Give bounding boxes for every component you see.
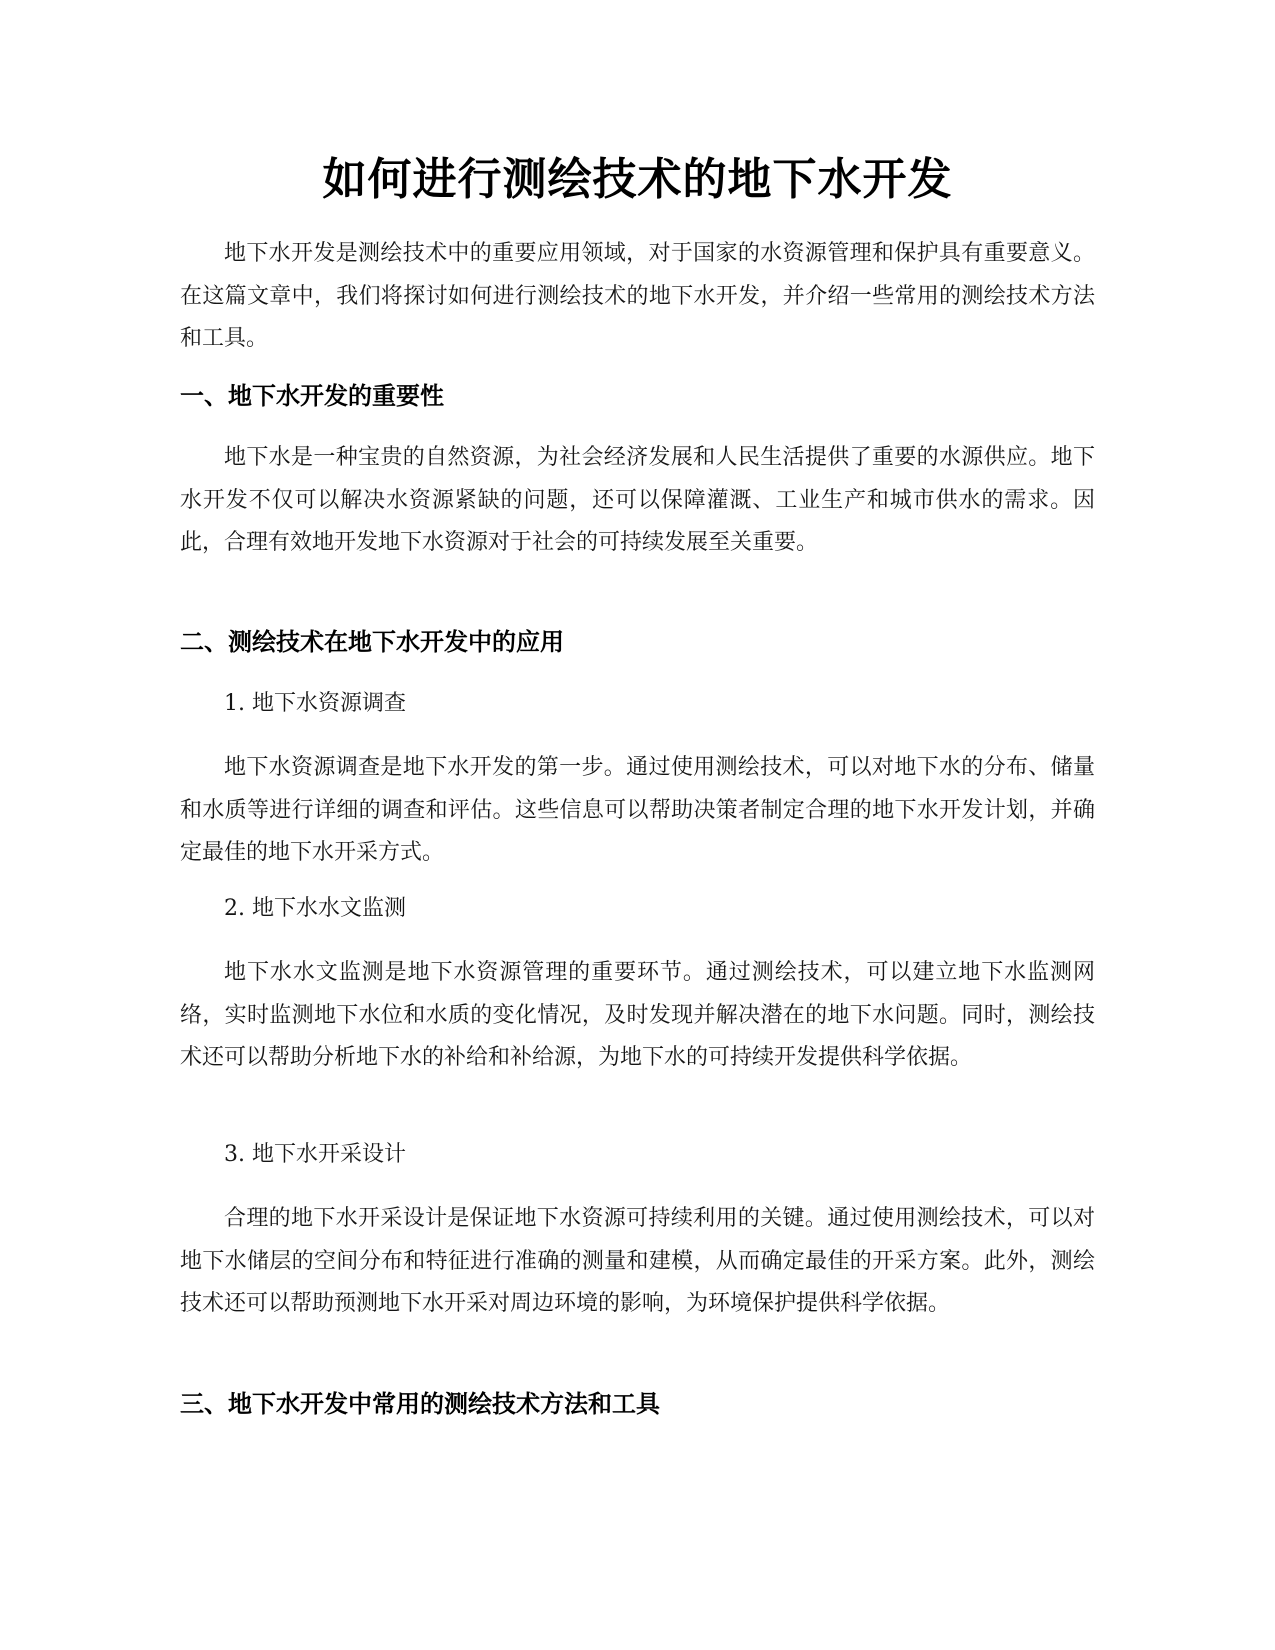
document-title: 如何进行测绘技术的地下水开发 bbox=[322, 154, 953, 205]
document-page bbox=[180, 0, 1095, 1650]
section-heading-applications: 二、测绘技术在地下水开发中的应用 bbox=[180, 628, 564, 656]
monitoring-paragraph: 地下水水文监测是地下水资源管理的重要环节。通过测绘技术，可以建立地下水监测网络，实时监测地下水位和水质的变化情况，及时发现并解决潜在的地下水问题。同时，测绘技术还可以帮助分析地下水的补给和补给源，为地下水的可持续开发提供科学依据。 bbox=[180, 960, 1095, 1070]
section-heading-methods: 三、地下水开发中常用的测绘技术方法和工具 bbox=[180, 1390, 660, 1418]
importance-paragraph: 地下水是一种宝贵的自然资源，为社会经济发展和人民生活提供了重要的水源供应。地下水开发不仅可以解决水资源紧缺的问题，还可以保障灌溉、工业生产和城市供水的需求。因此，合理有效地开发地下水资源对于社会的可持续发展至关重要。 bbox=[180, 445, 1095, 555]
subsection-title-monitoring: 2. 地下水水文监测 bbox=[224, 896, 406, 921]
subsection-title-extraction: 3. 地下水开采设计 bbox=[224, 1142, 406, 1167]
extraction-paragraph: 合理的地下水开采设计是保证地下水资源可持续利用的关键。通过使用测绘技术，可以对地下水储层的空间分布和特征进行准确的测量和建模，从而确定最佳的开采方案。此外，测绘技术还可以帮助预测地下水开采对周边环境的影响，为环境保护提供科学依据。 bbox=[180, 1206, 1095, 1316]
subsection-title-survey: 1. 地下水资源调查 bbox=[224, 691, 406, 716]
intro-paragraph: 地下水开发是测绘技术中的重要应用领域，对于国家的水资源管理和保护具有重要意义。在这篇文章中，我们将探讨如何进行测绘技术的地下水开发，并介绍一些常用的测绘技术方法和工具。 bbox=[180, 241, 1095, 351]
survey-paragraph: 地下水资源调查是地下水开发的第一步。通过使用测绘技术，可以对地下水的分布、储量和水质等进行详细的调查和评估。这些信息可以帮助决策者制定合理的地下水开发计划，并确定最佳的地下水开采方式。 bbox=[180, 755, 1095, 865]
section-heading-importance: 一、地下水开发的重要性 bbox=[180, 382, 444, 410]
